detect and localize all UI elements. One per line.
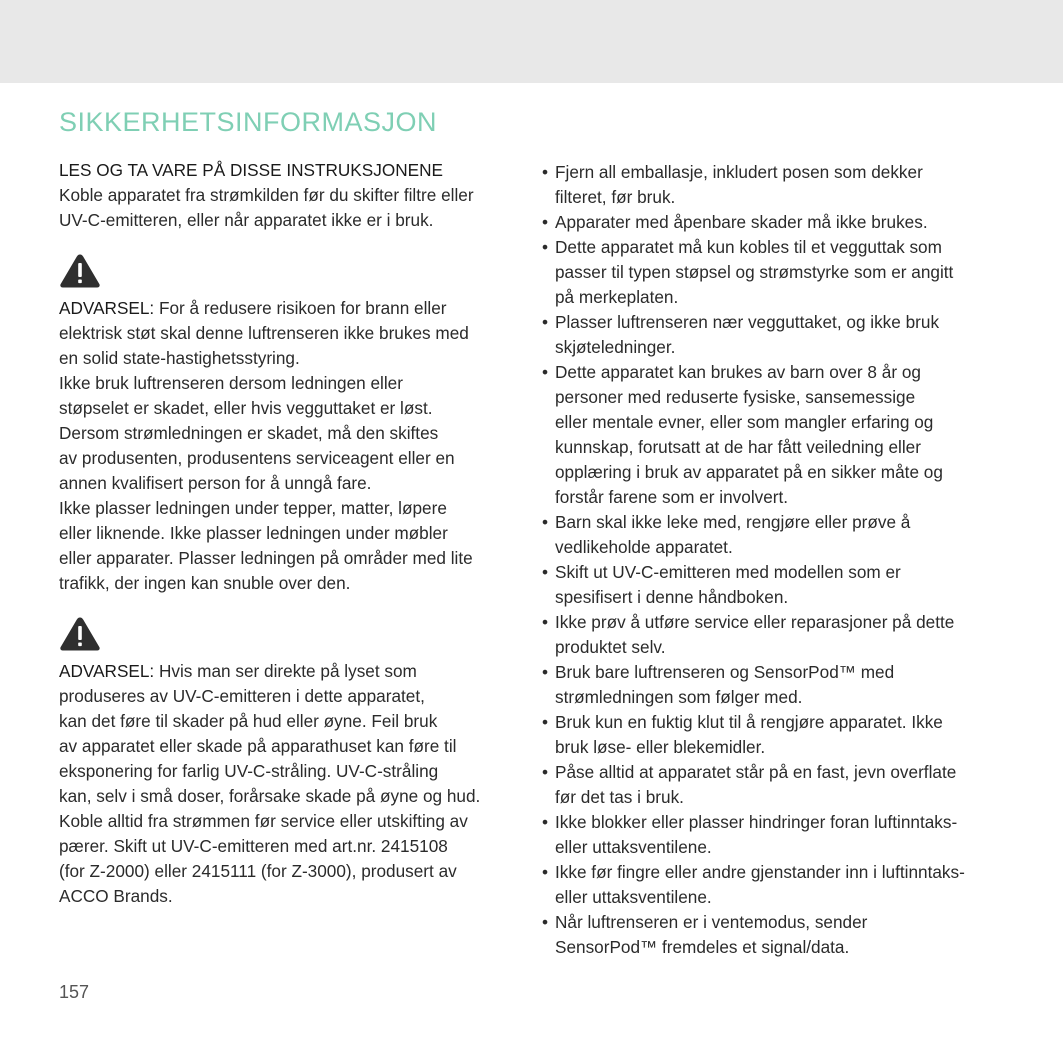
- page-title: SIKKERHETSINFORMASJON: [59, 107, 438, 137]
- warning-line: Ikke plasser ledningen under tepper, matter, løpere: [59, 498, 447, 518]
- bullet-item: [542, 710, 1012, 760]
- bullet-dot: •: [542, 312, 549, 332]
- warning-line: produseres av UV-C-emitteren i dette apparatet,: [59, 686, 425, 706]
- warning-line: eller apparater. Plasser ledningen på områder med lite: [59, 548, 473, 568]
- bullet-dot: •: [542, 662, 549, 682]
- page-number: 157: [59, 982, 90, 1002]
- bullet-dot: •: [542, 162, 549, 182]
- bullet-line: forstår farene som er involvert.: [555, 487, 789, 507]
- bullet-item: [542, 910, 1012, 960]
- warning-line: Dersom strømledningen er skadet, må den skiftes: [59, 423, 439, 443]
- warning-line: elektrisk støt skal denne luftrenseren ikke brukes med: [59, 323, 469, 343]
- bullet-item: [542, 610, 1012, 660]
- bullet-line: på merkeplaten.: [555, 287, 679, 307]
- warning-line: eksponering for farlig UV-C-stråling. UV-C-stråling: [59, 761, 439, 781]
- bullet-line: før det tas i bruk.: [555, 787, 684, 807]
- warning-triangle-icon: [59, 616, 101, 652]
- bullet-item: [542, 810, 1012, 860]
- bullet-line: skjøteledninger.: [555, 337, 676, 357]
- warning-line: trafikk, der ingen kan snuble over den.: [59, 573, 351, 593]
- bullet-item: [542, 760, 1012, 810]
- warning-line: støpselet er skadet, eller hvis vegguttaket er løst.: [59, 398, 433, 418]
- warning-line: kan, selv i små doser, forårsake skade på øyne og hud.: [59, 786, 481, 806]
- bullet-dot: •: [542, 612, 549, 632]
- bullet-line: vedlikeholde apparatet.: [555, 537, 733, 557]
- bullet-line: Dette apparatet kan brukes av barn over 8 år og: [555, 362, 921, 382]
- bullet-line: filteret, før bruk.: [555, 187, 676, 207]
- bullet-item: [542, 235, 1012, 310]
- intro-line: UV-C-emitteren, eller når apparatet ikke er i bruk.: [59, 210, 434, 230]
- right-column: [542, 160, 1012, 960]
- bullet-line: bruk løse- eller blekemidler.: [555, 737, 766, 757]
- warning-line: Ikke bruk luftrenseren dersom ledningen eller: [59, 373, 403, 393]
- bullet-dot: •: [542, 712, 549, 732]
- bullet-item: [542, 210, 1012, 235]
- bullet-line: Bruk bare luftrenseren og SensorPod™ med: [555, 662, 895, 682]
- bullet-item: [542, 660, 1012, 710]
- intro-text: [59, 183, 529, 233]
- warning-line: ACCO Brands.: [59, 886, 173, 906]
- bullet-item: [542, 160, 1012, 210]
- warning-label: ADVARSEL:: [59, 661, 155, 681]
- bullet-line: Ikke prøv å utføre service eller reparasjoner på dette: [555, 612, 955, 632]
- intro-line: Koble apparatet fra strømkilden før du skifter filtre eller: [59, 185, 474, 205]
- bullet-line: Apparater med åpenbare skader må ikke brukes.: [555, 212, 928, 232]
- bullet-item: [542, 560, 1012, 610]
- warning-triangle-icon: [59, 253, 101, 289]
- bullet-line: SensorPod™ fremdeles et signal/data.: [555, 937, 850, 957]
- warning-line: av produsenten, produsentens serviceagent eller en: [59, 448, 455, 468]
- bullet-dot: •: [542, 862, 549, 882]
- warning-line: pærer. Skift ut UV-C-emitteren med art.nr. 2415108: [59, 836, 448, 856]
- bullet-item: [542, 310, 1012, 360]
- bullet-line: passer til typen støpsel og strømstyrke som er angitt: [555, 262, 954, 282]
- bullet-item: [542, 360, 1012, 510]
- left-column: [59, 158, 529, 909]
- warning-line: annen kvalifisert person for å unngå fare.: [59, 473, 372, 493]
- bullet-line: opplæring i bruk av apparatet på en sikker måte og: [555, 462, 943, 482]
- bullet-line: Bruk kun en fuktig klut til å rengjøre apparatet. Ikke: [555, 712, 943, 732]
- warning-label: ADVARSEL:: [59, 298, 155, 318]
- bullet-dot: •: [542, 212, 549, 232]
- bullet-line: Ikke blokker eller plasser hindringer foran luftinntaks-: [555, 812, 958, 832]
- bullet-line: Plasser luftrenseren nær vegguttaket, og ikke bruk: [555, 312, 940, 332]
- warning-paragraph-uvc: [59, 659, 529, 909]
- bullet-line: kunnskap, forutsatt at de har fått veiledning eller: [555, 437, 921, 457]
- warning-line: eller liknende. Ikke plasser ledningen under møbler: [59, 523, 448, 543]
- warning-line: Koble alltid fra strømmen før service eller utskifting av: [59, 811, 468, 831]
- bullet-line: produktet selv.: [555, 637, 666, 657]
- bullet-line: personer med reduserte fysiske, sansemessige: [555, 387, 916, 407]
- bullet-line: Når luftrenseren er i ventemodus, sender: [555, 912, 868, 932]
- bullet-line: Dette apparatet må kun kobles til et vegguttak som: [555, 237, 942, 257]
- bullet-line: Fjern all emballasje, inkludert posen som dekker: [555, 162, 923, 182]
- warning-line: en solid state-hastighetsstyring.: [59, 348, 300, 368]
- bullet-line: eller uttaksventilene.: [555, 887, 712, 907]
- warning-line: kan det føre til skader på hud eller øyne. Feil bruk: [59, 711, 438, 731]
- bullet-item: [542, 860, 1012, 910]
- instructions-heading: LES OG TA VARE PÅ DISSE INSTRUKSJONENE: [59, 160, 443, 180]
- warning-text: Hvis man ser direkte på lyset som: [154, 661, 417, 681]
- bullet-dot: •: [542, 237, 549, 257]
- bullet-line: Ikke før fingre eller andre gjenstander inn i luftinntaks-: [555, 862, 965, 882]
- warning-line: (for Z-2000) eller 2415111 (for Z-3000), produsert av: [59, 861, 457, 881]
- bullet-dot: •: [542, 512, 549, 532]
- bullet-line: spesifisert i denne håndboken.: [555, 587, 789, 607]
- warning-text: For å redusere risikoen for brann eller: [154, 298, 447, 318]
- bullet-line: strømledningen som følger med.: [555, 687, 803, 707]
- safety-bullet-list: [542, 160, 1012, 960]
- bullet-dot: •: [542, 912, 549, 932]
- bullet-dot: •: [542, 762, 549, 782]
- bullet-dot: •: [542, 562, 549, 582]
- bullet-line: Skift ut UV-C-emitteren med modellen som er: [555, 562, 901, 582]
- bullet-line: eller uttaksventilene.: [555, 837, 712, 857]
- bullet-line: eller mentale evner, eller som mangler erfaring og: [555, 412, 934, 432]
- bullet-dot: •: [542, 362, 549, 382]
- bullet-dot: •: [542, 812, 549, 832]
- warning-line: av apparatet eller skade på apparathuset kan føre til: [59, 736, 457, 756]
- header-band: [0, 0, 1063, 83]
- bullet-line: Barn skal ikke leke med, rengjøre eller prøve å: [555, 512, 911, 532]
- bullet-item: [542, 510, 1012, 560]
- bullet-line: Påse alltid at apparatet står på en fast, jevn overflate: [555, 762, 957, 782]
- warning-paragraph-fire: [59, 296, 529, 596]
